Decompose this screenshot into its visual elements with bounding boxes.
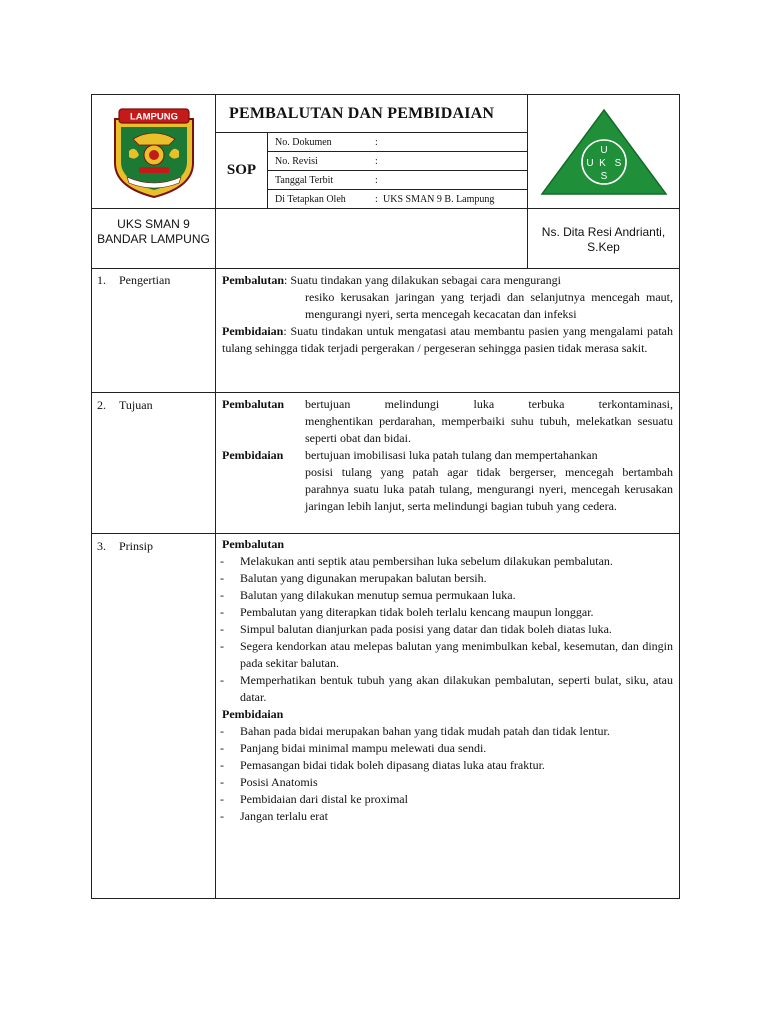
- section-content: [216, 269, 679, 392]
- logo-cell: [92, 95, 216, 208]
- section-prinsip: [92, 534, 679, 898]
- meta-key: No. Dokumen: [275, 136, 332, 148]
- section-label: [92, 269, 216, 392]
- term-continuation: resiko kerusakan jaringan yang terjadi dan selanjutnya mencegah maut, mengurangi nyeri, serta mencegah kecacatan dan infeksi: [305, 290, 673, 321]
- meta-value: UKS SMAN 9 B. Lampung: [383, 193, 495, 205]
- list-item: - Segera kendorkan atau melepas balutan yang menimbulkan kebal, kesemutan, dan dingin pada sekitar balutan.: [220, 639, 673, 670]
- section-number: 3.: [97, 539, 106, 553]
- section-title: Tujuan: [119, 398, 153, 412]
- svg-text:U: U: [599, 144, 608, 156]
- org-cell: [92, 209, 216, 268]
- list-item: - Pembalutan yang diterapkan tidak boleh terlalu kencang maupun longgar.: [220, 605, 594, 619]
- meta-sep: :: [375, 174, 378, 186]
- pengertian-pembidaian: [222, 323, 673, 357]
- list-item: - Balutan yang dilakukan menutup semua permukaan luka.: [220, 588, 516, 602]
- section-tujuan: [92, 393, 679, 534]
- document-meta: [268, 133, 527, 208]
- term-body: : Suatu tindakan untuk mengatasi atau membantu pasien yang mengalami patah tulang sehingga tidak terjadi pergerakan / pergeseran sehingga pasien tidak merasa sakit.: [222, 324, 673, 355]
- section-number: 2.: [97, 398, 106, 412]
- tujuan-pembalutan: [222, 396, 673, 413]
- document-title: PEMBALUTAN DAN PEMBIDAIAN: [216, 95, 527, 133]
- term-key: Pembalutan: [222, 397, 285, 411]
- list-item: - Pembidaian dari distal ke proximal: [220, 792, 408, 806]
- list-item: - Posisi Anatomis: [220, 775, 318, 789]
- section-title: Pengertian: [119, 273, 171, 287]
- list-item: - Pemasangan bidai tidak boleh dipasang diatas luka atau fraktur.: [220, 758, 545, 772]
- org-blank-cell: [216, 209, 527, 268]
- list-item: - Melakukan anti septik atau pembersihan luka sebelum dilakukan pembalutan.: [220, 554, 613, 568]
- svg-text:U: U: [585, 157, 594, 169]
- title-block: [216, 95, 527, 208]
- meta-sep: :: [375, 155, 378, 167]
- svg-text:LAMPUNG: LAMPUNG: [129, 111, 178, 122]
- sop-document: [91, 94, 680, 899]
- meta-sep: :: [375, 193, 378, 205]
- term-key: Pembalutan: [222, 273, 285, 287]
- sop-label: SOP: [216, 133, 268, 208]
- svg-text:K: K: [598, 157, 609, 169]
- section-content: [216, 393, 679, 533]
- list-item: - Balutan yang digunakan merupakan balutan bersih.: [220, 571, 487, 585]
- org-name: UKS SMAN 9 BANDAR LAMPUNG: [97, 217, 210, 246]
- term-text: bertujuan imobilisasi luka patah tulang dan mempertahankan: [305, 448, 598, 462]
- term-text: bertujuan melindungi luka terbuka terkontaminasi,: [305, 397, 673, 411]
- term-continuation: posisi tulang yang patah agar tidak bergerser, mencegah bertambah parahnya suatu luka patah tulang, mengurangi nyeri, mencegah kerusakan jaringan lebih lanjut, serta melindungi bagian tubuh yang cedera.: [305, 465, 673, 513]
- meta-sep: :: [375, 136, 378, 148]
- header-row: [92, 95, 679, 209]
- section-content: [216, 534, 679, 898]
- term-continuation: menghentikan perdarahan, memperbaiki suhu tubuh, melekatkan sesuatu seperti obat dan bidai.: [305, 414, 673, 445]
- svg-text:S: S: [600, 170, 607, 182]
- list-item: - Simpul balutan dianjurkan pada posisi yang datar dan tidak boleh diatas luka.: [220, 622, 612, 636]
- prinsip-pembalutan-heading: Pembalutan: [222, 537, 285, 551]
- term-text: [222, 323, 673, 357]
- pembalutan-list: [220, 553, 673, 706]
- meta-row-revisi: [268, 152, 527, 171]
- list-item: - Bahan pada bidai merupakan bahan yang tidak mudah patah dan tidak lentur.: [220, 724, 610, 738]
- meta-row-ditetapkan: [268, 190, 527, 208]
- meta-row-dokumen: [268, 133, 527, 152]
- section-pengertian: [92, 269, 679, 393]
- list-item: - Panjang bidai minimal mampu melewati dua sendi.: [220, 741, 487, 755]
- pengertian-pembalutan: [222, 272, 673, 289]
- svg-text:S: S: [614, 157, 621, 169]
- meta-key: Tanggal Terbit: [275, 174, 334, 186]
- list-item: - Jangan terlalu erat: [220, 809, 328, 823]
- pembidaian-list: [220, 723, 673, 825]
- section-title: Prinsip: [119, 539, 154, 553]
- signer-name: Ns. Dita Resi Andrianti, S.Kep: [541, 225, 666, 254]
- meta-key: Di Tetapkan Oleh: [275, 193, 346, 205]
- section-label: [92, 534, 216, 898]
- term-text: : Suatu tindakan yang dilakukan sebagai cara mengurangi: [284, 273, 561, 287]
- lampung-crest-icon: [109, 105, 199, 199]
- sop-block: [216, 133, 527, 208]
- list-item: - Memperhatikan bentuk tubuh yang akan dilakukan pembalutan, seperti bulat, siku, atau datar.: [220, 673, 673, 704]
- uks-logo-cell: [527, 95, 679, 208]
- meta-key: No. Revisi: [275, 155, 318, 167]
- section-label: [92, 393, 216, 533]
- meta-row-tanggal: [268, 171, 527, 190]
- prinsip-pembidaian-heading: Pembidaian: [222, 707, 284, 721]
- uks-triangle-icon: [538, 104, 670, 200]
- org-row: [92, 209, 679, 269]
- section-number: 1.: [97, 273, 106, 287]
- signer-cell: [527, 209, 679, 268]
- term-key: Pembidaian: [222, 324, 284, 338]
- tujuan-pembidaian: [222, 447, 673, 464]
- term-key: Pembidaian: [222, 448, 284, 462]
